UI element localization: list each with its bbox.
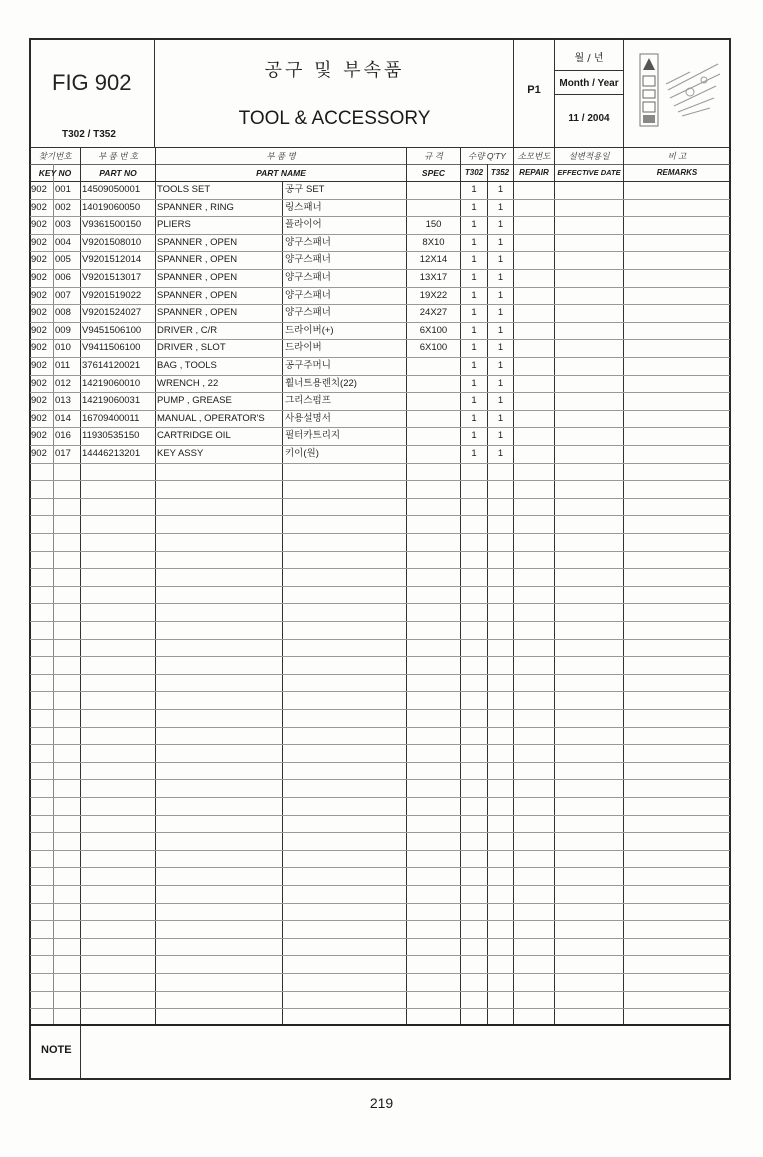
row-fig-number: 902 (31, 324, 47, 336)
row-part-name-ko: 키이(원) (285, 448, 319, 459)
header-effective-ko: 설변적용일 (568, 151, 610, 161)
row-part-name-ko: 양구스패너 (285, 307, 331, 319)
row-part-name-en: SPANNER , RING (157, 201, 234, 213)
row-key-number: 005 (55, 254, 71, 266)
row-qty-t302: 1 (471, 377, 477, 389)
row-key-number: 007 (55, 289, 71, 301)
grid-line (30, 586, 730, 587)
grid-line (30, 621, 730, 622)
grid-line (30, 1008, 730, 1009)
row-spec: 24X27 (419, 307, 448, 319)
month-year-label-ko: 월 / 년 (574, 53, 604, 64)
row-part-number: 14446213201 (82, 448, 141, 459)
row-qty-t352: 1 (497, 448, 504, 459)
row-qty-t302: 1 (471, 272, 477, 283)
header-key-no: KEY NO (38, 168, 72, 178)
header-qty-ko: 수량 Q'TY (468, 151, 506, 161)
row-part-name-en: SPANNER , OPEN (157, 254, 238, 266)
header-remarks: REMARKS (656, 168, 698, 177)
row-part-name-ko: 드라이버(+) (285, 324, 334, 336)
header-part-no-ko: 부 품 번 호 (98, 151, 138, 161)
page-code: P1 (527, 84, 541, 96)
row-part-name-en: SPANNER , OPEN (157, 272, 238, 283)
grid-line (30, 164, 730, 165)
row-part-number: V9201519022 (82, 289, 142, 301)
grid-line (30, 973, 730, 974)
grid-line (30, 147, 730, 148)
grid-line (30, 744, 730, 745)
row-part-name-ko: 사용설명서 (285, 412, 331, 424)
row-part-number: 16709400011 (82, 412, 140, 424)
grid-line (30, 815, 730, 816)
row-qty-t352: 1 (497, 307, 504, 319)
fig-number: FIG 902 (52, 70, 132, 95)
row-part-name-ko: 양구스패너 (285, 272, 331, 283)
row-part-name-ko: 공구 SET (285, 184, 325, 195)
grid-line (30, 991, 730, 992)
row-fig-number: 902 (31, 184, 47, 195)
grid-line (30, 603, 730, 604)
row-qty-t352: 1 (497, 412, 504, 424)
grid-line (30, 797, 730, 798)
grid-line (30, 832, 730, 833)
header-part-name-ko: 부 품 명 (266, 151, 296, 161)
row-key-number: 012 (55, 377, 71, 389)
row-fig-number: 902 (31, 236, 47, 248)
row-key-number: 017 (55, 448, 71, 459)
grid-line (30, 515, 730, 516)
row-key-number: 001 (55, 184, 71, 195)
row-fig-number: 902 (31, 307, 47, 319)
row-part-name-ko: 공구주머니 (285, 360, 331, 371)
header-remarks-ko: 비 고 (667, 151, 687, 161)
row-qty-t302: 1 (471, 430, 477, 442)
row-part-name-en: PUMP , GREASE (157, 395, 232, 407)
row-key-number: 011 (55, 360, 71, 371)
title-korean: 공구 및 부속품 (264, 60, 405, 81)
row-qty-t302: 1 (471, 184, 477, 195)
row-qty-t302: 1 (471, 254, 477, 266)
row-fig-number: 902 (31, 448, 47, 459)
grid-line (30, 903, 730, 904)
row-part-name-ko: 링스패너 (285, 201, 322, 213)
row-fig-number: 902 (31, 254, 47, 266)
row-fig-number: 902 (31, 395, 47, 407)
row-part-name-en: CARTRIDGE OIL (157, 430, 231, 442)
row-part-number: V9411506100 (82, 342, 141, 354)
row-part-number: V9201524027 (82, 307, 142, 319)
grid-line (623, 39, 624, 147)
grid-line (154, 39, 155, 147)
grid-line (513, 39, 514, 147)
header-effective: EFFECTIVE DATE (557, 168, 621, 177)
grid-line (30, 885, 730, 886)
row-part-name-en: SPANNER , OPEN (157, 307, 238, 319)
row-fig-number: 902 (31, 342, 47, 354)
row-qty-t302: 1 (471, 307, 477, 319)
note-label: NOTE (41, 1044, 72, 1056)
grid-line (30, 709, 730, 710)
row-qty-t352: 1 (497, 254, 504, 266)
grid-line (30, 920, 730, 921)
grid-line (555, 70, 623, 71)
grid-line (30, 674, 730, 675)
row-qty-t352: 1 (497, 430, 504, 442)
grid-line (30, 568, 730, 569)
row-spec: 150 (425, 219, 442, 231)
row-part-name-ko: 그리스펌프 (285, 395, 331, 407)
row-part-number: 11930535150 (82, 430, 140, 442)
row-part-name-ko: 휠너트용렌치(22) (285, 377, 357, 389)
row-key-number: 004 (55, 236, 71, 248)
row-qty-t302: 1 (471, 395, 477, 407)
header-repair-ko: 소모번도 (517, 151, 551, 161)
row-fig-number: 902 (31, 412, 47, 424)
row-qty-t352: 1 (497, 219, 504, 231)
grid-line (30, 867, 730, 868)
title-english: TOOL & ACCESSORY (238, 108, 431, 129)
row-spec: 6X100 (419, 324, 448, 336)
row-key-number: 002 (55, 201, 71, 213)
row-part-name-en: DRIVER , C/R (157, 324, 218, 336)
month-year-value: 11 / 2004 (568, 113, 610, 124)
grid-line (30, 480, 730, 481)
row-qty-t352: 1 (497, 324, 504, 336)
row-qty-t352: 1 (497, 395, 504, 407)
row-key-number: 013 (55, 395, 71, 407)
row-qty-t352: 1 (497, 236, 504, 248)
row-spec: 6X100 (419, 342, 448, 354)
row-qty-t302: 1 (471, 201, 477, 213)
row-key-number: 003 (55, 219, 71, 231)
row-qty-t302: 1 (471, 289, 477, 301)
row-part-name-ko: 양구스패너 (285, 254, 331, 266)
row-key-number: 014 (55, 412, 71, 424)
grid-line (30, 551, 730, 552)
grid-line (30, 463, 730, 464)
row-qty-t302: 1 (471, 412, 477, 424)
row-qty-t302: 1 (471, 342, 477, 354)
header-spec: SPEC (421, 168, 446, 178)
row-spec: 12X14 (419, 254, 448, 266)
grid-line (30, 727, 730, 728)
header-spec-ko: 규 격 (424, 151, 443, 161)
row-part-number: 14219060031 (82, 395, 141, 407)
row-part-name-en: MANUAL , OPERATOR'S (157, 412, 265, 424)
row-part-number: 14509050001 (82, 184, 141, 195)
row-part-number: V9201512014 (82, 254, 142, 266)
row-part-name-ko: 필터카트리지 (285, 430, 341, 442)
row-part-name-en: TOOLS SET (157, 184, 211, 195)
row-qty-t352: 1 (497, 272, 504, 283)
grid-line (30, 691, 730, 692)
row-key-number: 008 (55, 307, 71, 319)
row-qty-t302: 1 (471, 236, 477, 248)
grid-line (30, 533, 730, 534)
row-qty-t302: 1 (471, 360, 477, 371)
row-qty-t352: 1 (497, 342, 504, 354)
row-part-name-ko: 플라이어 (285, 219, 322, 231)
grid-line (30, 955, 730, 956)
row-fig-number: 902 (31, 201, 47, 213)
row-fig-number: 902 (31, 430, 47, 442)
grid-line (53, 164, 54, 1024)
grid-line (30, 498, 730, 499)
header-key-no-ko: 찾기번호 (38, 151, 72, 161)
row-spec: 13X17 (419, 272, 448, 283)
model-numbers: T302 / T352 (62, 129, 116, 140)
grid-line (30, 779, 730, 780)
header-t352: T352 (490, 168, 510, 177)
grid-line (555, 94, 623, 95)
row-qty-t302: 1 (471, 219, 477, 231)
row-spec: 8X10 (422, 236, 445, 248)
row-spec: 19X22 (419, 289, 448, 301)
row-qty-t352: 1 (497, 184, 504, 195)
row-part-number: 14219060010 (82, 377, 141, 389)
month-year-label-en: Month / Year (559, 78, 619, 89)
row-key-number: 010 (55, 342, 71, 354)
row-part-number: V9201508010 (82, 236, 142, 248)
row-fig-number: 902 (31, 272, 47, 283)
row-qty-t352: 1 (497, 201, 504, 213)
grid-line (30, 850, 730, 851)
row-fig-number: 902 (31, 360, 47, 371)
grid-line (30, 656, 730, 657)
row-fig-number: 902 (31, 219, 47, 231)
row-fig-number: 902 (31, 377, 47, 389)
row-qty-t302: 1 (471, 448, 477, 459)
header-part-name: PART NAME (256, 168, 306, 178)
row-part-name-en: DRIVER , SLOT (157, 342, 226, 354)
row-part-number: 14019060050 (82, 201, 141, 213)
row-key-number: 016 (55, 430, 71, 442)
row-fig-number: 902 (31, 289, 47, 301)
row-part-name-ko: 양구스패너 (285, 289, 331, 301)
grid-line (30, 762, 730, 763)
grid-line (554, 39, 555, 147)
grid-line (30, 639, 730, 640)
header-t302: T302 (464, 168, 484, 177)
page-number: 219 (369, 1095, 394, 1111)
row-part-name-ko: 드라이버 (285, 342, 322, 354)
row-qty-t352: 1 (497, 377, 504, 389)
row-part-name-en: BAG , TOOLS (157, 360, 217, 371)
grid-line (30, 1024, 730, 1026)
row-part-name-en: SPANNER , OPEN (157, 236, 238, 248)
row-key-number: 009 (55, 324, 71, 336)
machine-sketch-icon (630, 50, 726, 130)
row-part-name-en: SPANNER , OPEN (157, 289, 238, 301)
row-key-number: 006 (55, 272, 71, 283)
row-part-number: V9201513017 (82, 272, 142, 283)
row-part-number: V9451506100 (82, 324, 142, 336)
row-part-number: 37614120021 (82, 360, 141, 371)
row-part-name-ko: 양구스패너 (285, 236, 331, 248)
row-qty-t352: 1 (497, 360, 504, 371)
row-qty-t302: 1 (471, 324, 477, 336)
grid-line (30, 938, 730, 939)
header-part-no: PART NO (99, 168, 137, 178)
row-part-number: V9361500150 (82, 219, 142, 231)
row-qty-t352: 1 (497, 289, 504, 301)
row-part-name-en: PLIERS (157, 219, 191, 231)
row-part-name-en: WRENCH , 22 (157, 377, 219, 389)
header-repair: REPAIR (519, 168, 549, 177)
grid-line (80, 1026, 81, 1078)
row-part-name-en: KEY ASSY (157, 448, 204, 459)
